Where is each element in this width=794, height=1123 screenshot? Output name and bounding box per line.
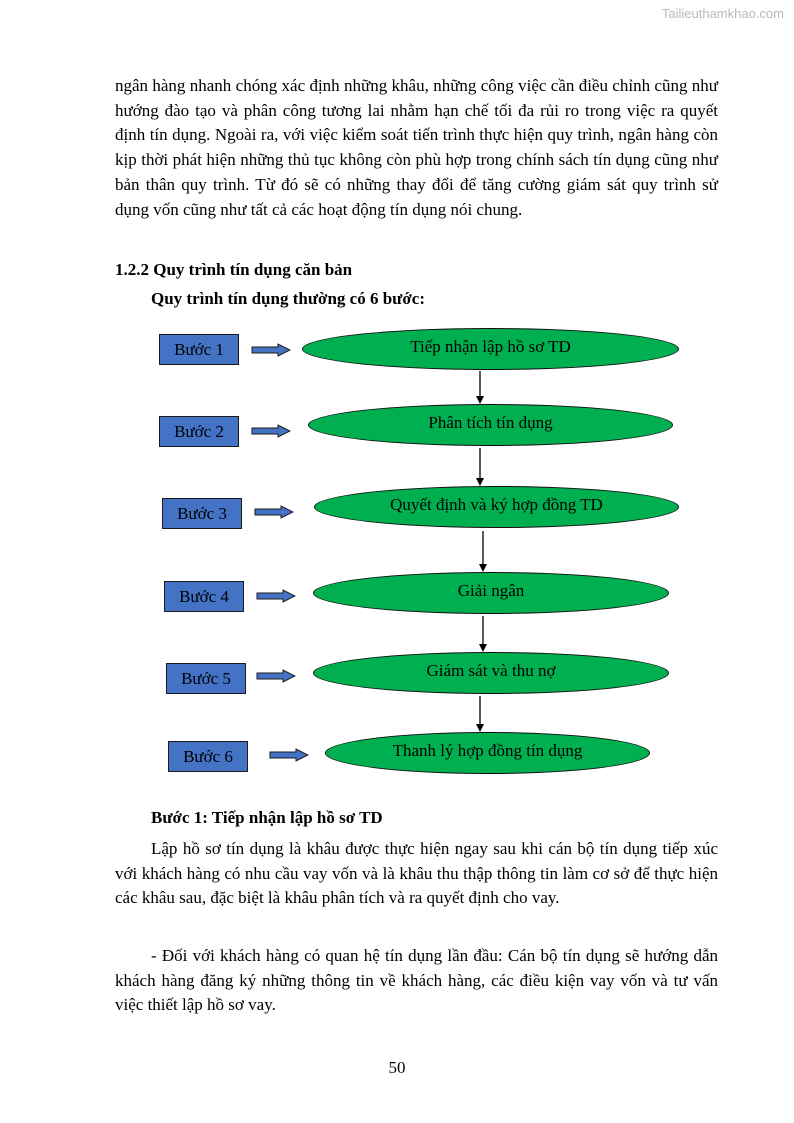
step-box-6: Bước 6	[168, 741, 248, 772]
step-ellipse-2: Phân tích tín dụng	[308, 404, 673, 446]
step-ellipse-1: Tiếp nhận lập hồ sơ TD	[302, 328, 679, 370]
right-arrow-icon	[256, 669, 296, 683]
right-arrow-icon	[256, 589, 296, 603]
intro-paragraph: ngân hàng nhanh chóng xác định những khâu, những công việc cần điều chỉnh cũng như hướng đào tạo và phân công tương lai nhằm hạn chế tối đa rủi ro trong việc ra quyết định tín dụng. Ngoài ra, với việc kiểm soát tiến trình thực hiện quy trình, ngân hàng còn kịp thời phát hiện những thủ tục không còn phù hợp trong chính sách tín dụng cũng như bản thân quy trình. Từ đó sẽ có những thay đổi để tăng cường giám sát quy trình sử dụng vốn cũng như tất cả các hoạt động tín dụng nói chung.	[115, 76, 718, 219]
down-arrow-icon	[475, 696, 485, 732]
step-box-2: Bước 2	[159, 416, 239, 447]
sub-heading: Quy trình tín dụng thường có 6 bước:	[151, 289, 425, 308]
down-arrow-icon	[475, 448, 485, 486]
down-arrow-icon	[478, 616, 488, 652]
step1-paragraph: Lập hồ sơ tín dụng là khâu được thực hiện ngay sau khi cán bộ tín dụng tiếp xúc với khách hàng có nhu cầu vay vốn và là khâu thu thập thông tin làm cơ sở để thực hiện các khâu sau, đặc biệt là khâu phân tích và ra quyết định cho vay.	[115, 839, 718, 908]
step-ellipse-3: Quyết định và ký hợp đồng TD	[314, 486, 679, 528]
down-arrow-icon	[475, 371, 485, 404]
step-ellipse-6: Thanh lý hợp đồng tín dụng	[325, 732, 650, 774]
step-box-4: Bước 4	[164, 581, 244, 612]
step1-bullet: - Đối với khách hàng có quan hệ tín dụng lần đầu: Cán bộ tín dụng sẽ hướng dẫn khách hàng đăng ký những thông tin về khách hàng, các điều kiện vay vốn và tư vấn việc thiết lập hồ sơ vay.	[115, 946, 718, 1015]
right-arrow-icon	[254, 505, 294, 519]
watermark: Tailieuthamkhao.com	[661, 6, 784, 21]
right-arrow-icon	[251, 424, 291, 438]
right-arrow-icon	[269, 748, 309, 762]
step-box-1: Bước 1	[159, 334, 239, 365]
step1-heading: Bước 1: Tiếp nhận lập hồ sơ TD	[151, 808, 383, 827]
step-box-3: Bước 3	[162, 498, 242, 529]
step-ellipse-4: Giải ngân	[313, 572, 669, 614]
down-arrow-icon	[478, 531, 488, 572]
section-heading: 1.2.2 Quy trình tín dụng căn bản	[115, 260, 353, 279]
step-box-5: Bước 5	[166, 663, 246, 694]
right-arrow-icon	[251, 343, 291, 357]
page-number: 50	[388, 1058, 406, 1077]
step-ellipse-5: Giám sát và thu nợ	[313, 652, 669, 694]
